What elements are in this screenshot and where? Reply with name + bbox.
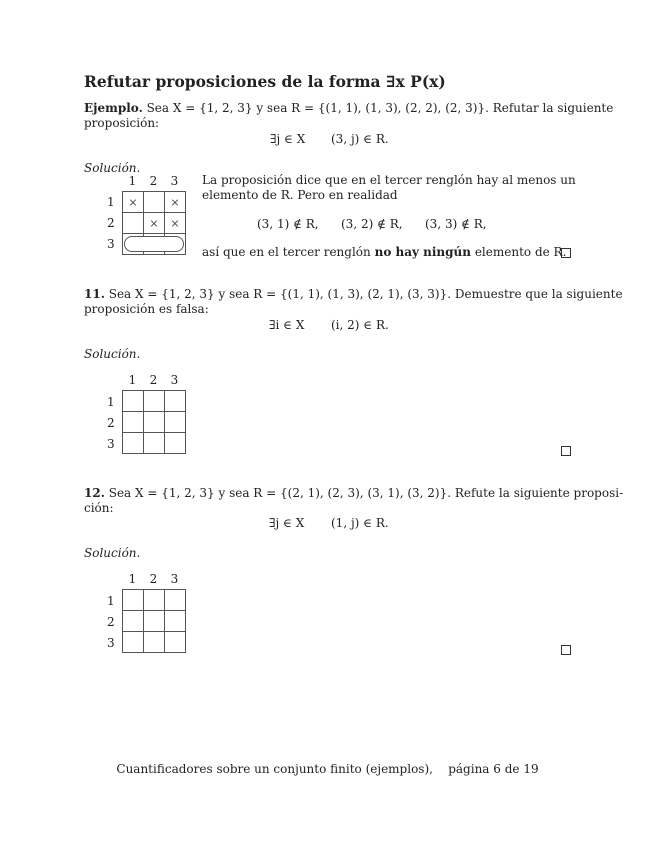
- grid-cell[interactable]: [144, 611, 165, 632]
- exercise-12-formula-membership: (1, j) ∈ R.: [331, 516, 389, 530]
- not-in-relation-3: (3, 3) ∉ R,: [425, 217, 487, 231]
- example-statement-line2: proposición:: [84, 116, 160, 130]
- grid-cell: ×: [165, 213, 186, 234]
- row-header: 3: [107, 437, 115, 451]
- column-header: 3: [170, 572, 179, 586]
- exercise-number: 12.: [84, 486, 105, 500]
- qed-square-icon: [561, 446, 571, 456]
- grid-cell[interactable]: [165, 590, 186, 611]
- example-solution-label: Solución.: [84, 161, 141, 175]
- column-header: 1: [128, 373, 137, 387]
- grid-cell: [144, 192, 165, 213]
- grid-cell: ×: [144, 213, 165, 234]
- column-header: 1: [128, 572, 137, 586]
- conclusion-text-end: elemento de R.: [474, 245, 567, 259]
- grid-cell[interactable]: [165, 611, 186, 632]
- grid-cell[interactable]: [144, 391, 165, 412]
- row-header: 1: [107, 195, 115, 209]
- not-in-relation-1: (3, 1) ∉ R,: [257, 217, 319, 231]
- column-header: 1: [128, 174, 137, 188]
- conclusion-text: así que en el tercer renglón: [202, 245, 371, 259]
- row-header: 1: [107, 395, 115, 409]
- grid-cell: [123, 213, 144, 234]
- exercise-11-line2: proposición es falsa:: [84, 302, 209, 316]
- row-header: 1: [107, 594, 115, 608]
- section-title: Refutar proposiciones de la forma ∃x P(x): [84, 72, 446, 91]
- example-statement-line1: [84, 101, 613, 116]
- example-formula-quantifier: ∃j ∈ X: [270, 132, 306, 146]
- grid-cell[interactable]: [123, 391, 144, 412]
- row-header: 2: [107, 615, 115, 629]
- column-header: 2: [149, 174, 158, 188]
- row-header: 3: [107, 636, 115, 650]
- exercise-12-solution-label: Solución.: [84, 546, 141, 560]
- grid-cell[interactable]: [165, 632, 186, 653]
- exercise-text: Sea X = {1, 2, 3} y sea R = {(2, 1), (2, 3), (3, 1), (3, 2)}. Refute la siguiente proposi-: [108, 486, 624, 500]
- exercise-12-line2: ción:: [84, 501, 114, 515]
- explanation-line1: La proposición dice que en el tercer renglón hay al menos un: [202, 173, 576, 187]
- row-header: 3: [107, 237, 115, 251]
- row-header: 2: [107, 416, 115, 430]
- grid-cell[interactable]: [123, 632, 144, 653]
- grid-cell[interactable]: [165, 391, 186, 412]
- exercise-11-solution-label: Solución.: [84, 347, 141, 361]
- exercise-11-formula-quantifier: ∃i ∈ X: [269, 318, 305, 332]
- answer-grid: [122, 589, 186, 653]
- grid-cell[interactable]: [123, 611, 144, 632]
- not-in-relation-2: (3, 2) ∉ R,: [341, 217, 403, 231]
- column-header: 2: [149, 572, 158, 586]
- row-header: 2: [107, 216, 115, 230]
- conclusion-emphasis: no hay ningún: [374, 245, 471, 259]
- third-row-highlight: [124, 236, 184, 252]
- explanation-line2: elemento de R. Pero en realidad: [202, 188, 398, 202]
- grid-cell: ×: [123, 192, 144, 213]
- column-header: 3: [170, 174, 179, 188]
- page-footer: Cuantificadores sobre un conjunto finito (ejemplos), página 6 de 19: [116, 762, 539, 776]
- exercise-12-formula-quantifier: ∃j ∈ X: [269, 516, 305, 530]
- example-text: Sea X = {1, 2, 3} y sea R = {(1, 1), (1, 3), (2, 2), (2, 3)}. Refutar la siguiente: [146, 101, 614, 115]
- exercise-number: 11.: [84, 287, 105, 301]
- example-formula-membership: (3, j) ∈ R.: [331, 132, 389, 146]
- column-header: 3: [170, 373, 179, 387]
- grid-cell[interactable]: [123, 590, 144, 611]
- grid-cell[interactable]: [123, 412, 144, 433]
- grid-cell[interactable]: [165, 412, 186, 433]
- grid-cell[interactable]: [165, 433, 186, 454]
- exercise-11-formula-membership: (i, 2) ∈ R.: [331, 318, 389, 332]
- answer-grid: [122, 390, 186, 454]
- example-label: Ejemplo.: [84, 101, 143, 115]
- grid-cell[interactable]: [144, 433, 165, 454]
- grid-cell[interactable]: [144, 412, 165, 433]
- exercise-text: Sea X = {1, 2, 3} y sea R = {(1, 1), (1, 3), (2, 1), (3, 3)}. Demuestre que la siguiente: [108, 287, 623, 301]
- exercise-12-line1: [84, 486, 623, 501]
- grid-cell[interactable]: [144, 632, 165, 653]
- grid-cell[interactable]: [123, 433, 144, 454]
- qed-square-icon: [561, 645, 571, 655]
- grid-cell[interactable]: [144, 590, 165, 611]
- qed-square-icon: [561, 248, 571, 258]
- column-header: 2: [149, 373, 158, 387]
- conclusion: [202, 245, 566, 260]
- grid-cell: ×: [165, 192, 186, 213]
- exercise-11-line1: [84, 287, 623, 302]
